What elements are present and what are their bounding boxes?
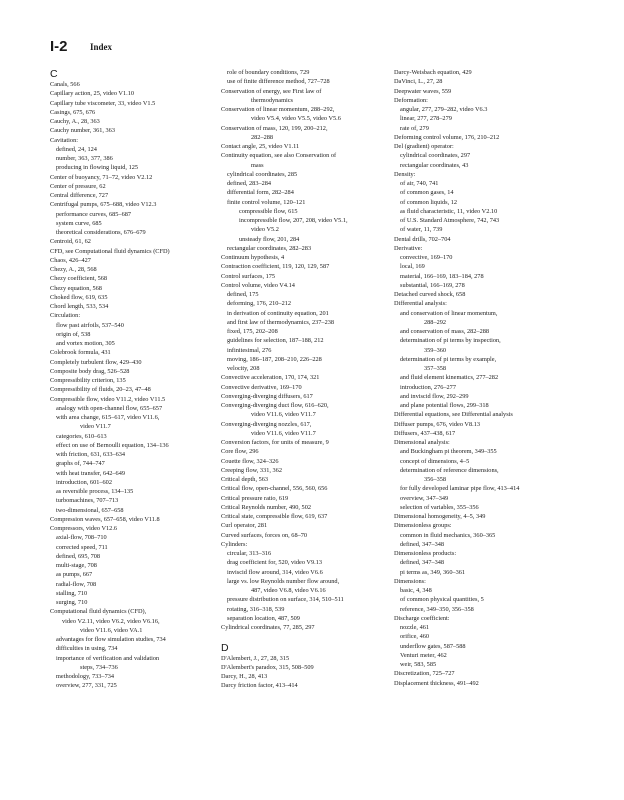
index-entry: performance curves, 685–687 xyxy=(56,210,132,218)
index-entry: introduction, 276–277 xyxy=(400,383,456,391)
index-entry: Chord length, 533, 534 xyxy=(50,303,109,310)
index-entry: steps, 734–736 xyxy=(80,663,118,671)
index-entry: and plane potential flows, 299–318 xyxy=(400,402,489,409)
index-entry: 356–358 xyxy=(424,476,447,483)
index-entry: finite control volume, 120–121 xyxy=(227,198,306,206)
index-entry: Circulation: xyxy=(50,312,81,320)
index-entry: Chezy coefficient, 568 xyxy=(50,275,108,283)
index-entry: difficulties in using, 734 xyxy=(56,645,118,653)
index-entry: Curl operator, 281 xyxy=(221,522,268,530)
index-entry: Chaos, 426–427 xyxy=(50,256,91,264)
index-entry: and vortex motion, 305 xyxy=(56,340,115,347)
index-entry: Cylinders: xyxy=(221,540,248,548)
index-entry: Chezy equation, 568 xyxy=(50,284,102,292)
index-entry: Central difference, 727 xyxy=(50,192,109,199)
index-entry: Conservation of linear momentum, 288–292, xyxy=(221,106,335,113)
index-entry: common in fluid mechanics, 360–365 xyxy=(400,531,496,539)
index-entry: graphs of, 744–747 xyxy=(56,460,105,468)
index-entry: Venturi meter, 462 xyxy=(400,651,447,659)
index-entry: pressure distribution on surface, 314, 510–511 xyxy=(227,596,344,604)
index-entry: with friction, 631, 633–634 xyxy=(56,451,126,458)
index-entry: methodology, 733–734 xyxy=(56,673,115,680)
index-entry: Dimensional analysis: xyxy=(394,439,450,446)
index-entry: system curve, 685 xyxy=(56,219,102,227)
index-entry: nozzle, 461 xyxy=(400,624,430,631)
index-entry: Casings, 675, 676 xyxy=(50,108,96,116)
index-entry: video V11.6, video V11.7 xyxy=(251,411,316,419)
index-entry: underflow gates, 587–588 xyxy=(400,642,466,650)
index-entry: Cylindrical coordinates, 77, 285, 297 xyxy=(221,624,315,631)
index-entry: Compressors, video V12.6 xyxy=(50,525,118,532)
index-entry: of U.S. Standard Atmosphere, 742, 743 xyxy=(400,217,500,224)
header-title: Index xyxy=(90,42,113,52)
index-entry: for fully developed laminar pipe flow, 413–414 xyxy=(400,485,520,493)
index-entry: of air, 740, 741 xyxy=(400,180,439,187)
index-entry: Compression waves, 657–658, video V11.8 xyxy=(50,515,160,523)
index-entry: Core flow, 296 xyxy=(221,448,259,456)
index-entry: Completely turbulent flow, 429–430 xyxy=(50,358,142,366)
index-entry: advantages for flow simulation studies, 734 xyxy=(56,636,166,643)
index-entry: flow past airfoils, 537–540 xyxy=(56,321,124,329)
index-entry: categories, 610–613 xyxy=(56,432,107,440)
index-entry: concept of dimensions, 4–5 xyxy=(400,457,470,465)
index-entry: as pumps, 667 xyxy=(56,571,93,579)
index-entry: separation location, 487, 509 xyxy=(227,614,300,622)
index-entry: material, 166–169, 183–184, 278 xyxy=(400,272,484,280)
index-entry: Critical pressure ratio, 619 xyxy=(221,494,289,502)
index-entry: Choked flow, 619, 635 xyxy=(50,293,108,301)
index-entry: and inviscid flow, 292–299 xyxy=(400,392,469,400)
index-entry: unsteady flow, 201, 284 xyxy=(239,235,300,243)
index-letter-heading: C xyxy=(50,68,58,80)
index-entry: corrected speed, 711 xyxy=(56,543,108,551)
index-entry: Converging-diverging nozzles, 617, xyxy=(221,420,312,428)
index-entry: deforming, 176, 210–212 xyxy=(227,300,292,308)
index-entry: axial-flow, 708–710 xyxy=(56,534,107,542)
index-entry: basic, 4, 348 xyxy=(400,587,432,594)
index-entry: Chezy, A., 28, 568 xyxy=(50,266,97,273)
index-entry: Displacement thickness, 491–492 xyxy=(394,679,479,687)
index-entry: Compressibility criterion, 135 xyxy=(50,377,126,384)
index-entry: angular, 277, 279–282, video V6.3 xyxy=(400,106,488,113)
index-entry: Continuum hypothesis, 4 xyxy=(221,254,285,261)
index-entry: circular, 313–316 xyxy=(227,550,272,557)
index-entry: two-dimensional, 657–658 xyxy=(56,506,124,514)
index-entry: cylindrical coordinates, 285 xyxy=(227,170,298,178)
index-entry: effect on use of Bernoulli equation, 134–136 xyxy=(56,441,169,449)
index-entry: in derivation of continuity equation, 201 xyxy=(227,309,329,317)
index-entry: and conservation of linear momentum, xyxy=(400,309,498,317)
index-entry: Curved surfaces, forces on, 68–70 xyxy=(221,531,308,539)
index-entry: Convective derivative, 169–170 xyxy=(221,383,302,391)
index-entry: Diffusers, 437–438, 617 xyxy=(394,429,456,437)
index-entry: Cavitation: xyxy=(50,136,78,144)
index-entry: and fluid element kinematics, 277–282 xyxy=(400,374,499,382)
index-entry: analogy with open-channel flow, 655–657 xyxy=(56,404,163,412)
index-entry: D'Alembert, J., 27, 28, 315 xyxy=(221,654,290,662)
index-entry: video V5.2 xyxy=(251,226,279,234)
index-entry: overview, 277, 331, 725 xyxy=(56,682,117,690)
index-entry: of common physical quantities, 5 xyxy=(400,596,484,604)
index-column-3 xyxy=(394,68,584,688)
index-entry: Compressibility of fluids, 20–23, 47–48 xyxy=(50,386,151,394)
index-entry: differential form, 282–284 xyxy=(227,189,294,197)
index-column-2 xyxy=(221,68,411,691)
index-entry: Critical flow, open-channel, 556, 560, 656 xyxy=(221,485,328,493)
index-entry: weir, 583, 585 xyxy=(400,661,437,668)
index-entry: D'Alembert's paradox, 315, 508–509 xyxy=(221,663,314,671)
index-entry: of common gases, 14 xyxy=(400,189,454,197)
index-entry: rectangular coordinates, 282–283 xyxy=(227,244,312,252)
index-entry: and first law of thermodynamics, 237–238 xyxy=(227,318,335,326)
index-entry: Conservation of mass, 120, 199, 200–212, xyxy=(221,124,328,132)
index-entry: rate of, 279 xyxy=(400,124,429,132)
index-entry: stalling, 710 xyxy=(56,589,88,597)
index-entry: video V11.7 xyxy=(80,423,111,431)
index-entry: reference, 349–350, 356–358 xyxy=(400,605,474,613)
index-entry: defined, 175 xyxy=(227,291,259,298)
index-entry: Cauchy, A., 28, 363 xyxy=(50,118,100,125)
index-entry: Derivative: xyxy=(394,244,423,252)
index-entry: Detached curved shock, 658 xyxy=(394,291,466,298)
index-entry: importance of verification and validation xyxy=(56,654,160,662)
index-entry: video V11.6, video V11.7 xyxy=(251,429,316,437)
index-entry: turbomachines, 707–713 xyxy=(56,497,119,505)
index-entry: origin of, 538 xyxy=(56,330,91,338)
index-entry: fixed, 175, 202–208 xyxy=(227,328,278,335)
index-entry: linear, 277, 278–279 xyxy=(400,115,452,123)
spacer xyxy=(221,632,411,641)
index-entry: use of finite difference method, 727–728 xyxy=(227,78,330,86)
index-entry: Conservation of energy, see First law of xyxy=(221,87,322,95)
index-entry: infinitesimal, 276 xyxy=(227,346,272,354)
index-entry: defined, 695, 708 xyxy=(56,552,101,560)
index-entry: 359–360 xyxy=(424,346,447,354)
index-entry: video V5.4, video V5.5, video V5.6 xyxy=(251,115,341,123)
index-entry: Dimensions: xyxy=(394,577,426,585)
index-entry: Control volume, video V4.14 xyxy=(221,281,295,289)
index-entry: with area change, 615–617, video V11.6, xyxy=(56,414,160,421)
index-entry: and Buckingham pi theorem, 349–355 xyxy=(400,448,497,456)
index-entry: introduction, 601–602 xyxy=(56,478,112,486)
index-entry: Differential analysis: xyxy=(394,300,447,308)
index-entry: convective, 169–170 xyxy=(400,254,453,261)
index-entry: multi-stage, 708 xyxy=(56,562,97,569)
index-entry: Center of buoyancy, 71–72, video V2.12 xyxy=(50,173,153,181)
index-entry: Couette flow, 324–326 xyxy=(221,457,279,465)
index-entry: defined, 347–348 xyxy=(400,540,445,548)
index-entry: rectangular coordinates, 43 xyxy=(400,161,469,169)
index-entry: Diffuser pumps, 676, video V8.13 xyxy=(394,420,480,428)
index-entry: determination of pi terms by inspection, xyxy=(400,337,501,345)
index-entry: Canals, 566 xyxy=(50,81,80,88)
index-entry: Colebrook formula, 431 xyxy=(50,349,111,357)
index-entry: compressible flow, 615 xyxy=(239,207,298,215)
index-entry: Converging-diverging duct flow, 616–620, xyxy=(221,402,329,409)
index-entry: Control surfaces, 175 xyxy=(221,272,276,280)
index-entry: defined, 24, 124 xyxy=(56,145,97,153)
index-entry: Composite body drag, 526–528 xyxy=(50,367,130,375)
index-entry: rotating, 316–318, 539 xyxy=(227,605,285,613)
index-entry: of common liquids, 12 xyxy=(400,198,458,206)
index-entry: pi terms as, 349, 360–361 xyxy=(400,568,466,576)
index-entry: radial-flow, 708 xyxy=(56,580,97,588)
index-entry: DaVinci, L., 27, 28 xyxy=(394,78,443,86)
index-entry: drag coefficient for, 520, video V9.13 xyxy=(227,559,322,567)
index-entry: large vs. low Reynolds number flow around, xyxy=(227,577,340,585)
index-entry: determination of pi terms by example, xyxy=(400,355,497,363)
index-entry: as reversible process, 134–135 xyxy=(56,488,134,495)
index-entry: defined, 347–348 xyxy=(400,559,445,567)
index-entry: video V2.11, video V6.2, video V6.16, xyxy=(62,617,160,625)
index-entry: Density: xyxy=(394,170,416,178)
index-entry: Continuity equation, see also Conservation of xyxy=(221,152,337,160)
index-entry: determination of reference dimensions, xyxy=(400,466,499,474)
index-entry: Capillary action, 25, video V1.10 xyxy=(50,90,135,98)
index-entry: orifice, 460 xyxy=(400,633,430,641)
index-column-1 xyxy=(50,68,240,691)
index-entry: local, 169 xyxy=(400,263,425,271)
index-entry: Compressible flow, video V11.2, video V11.5 xyxy=(50,395,166,403)
index-entry: Deepwater waves, 559 xyxy=(394,87,452,95)
index-entry: Discretization, 725–727 xyxy=(394,670,455,678)
index-entry: Conversion factors, for units of measure, 9 xyxy=(221,439,329,446)
index-entry: Critical Reynolds number, 490, 502 xyxy=(221,503,311,511)
index-entry: 357–358 xyxy=(424,365,447,372)
index-entry: Deforming control volume, 176, 210–212 xyxy=(394,133,500,141)
index-entry: substantial, 166–169, 278 xyxy=(400,281,465,289)
index-entry: Capillary tube viscometer, 33, video V1.5 xyxy=(50,99,156,107)
index-entry: number, 363, 377, 386 xyxy=(56,155,113,162)
index-entry: velocity, 208 xyxy=(227,365,260,372)
index-entry: of water, 11, 739 xyxy=(400,226,443,234)
index-entry: selection of variables, 355–356 xyxy=(400,503,479,511)
index-entry: Del (gradient) operator: xyxy=(394,143,454,150)
index-entry: Computational fluid dynamics (CFD), xyxy=(50,608,147,616)
index-entry: Contact angle, 25, video V1.11 xyxy=(221,143,300,150)
index-entry: Centroid, 61, 62 xyxy=(50,238,91,246)
index-entry: with heat transfer, 642–649 xyxy=(56,469,125,477)
index-entry: thermodynamics xyxy=(251,96,293,104)
index-entry: Discharge coefficient: xyxy=(394,614,450,622)
index-entry: Dimensionless groups: xyxy=(394,522,452,530)
index-entry: surging, 710 xyxy=(56,599,88,606)
index-entry: defined, 283–284 xyxy=(227,180,272,187)
index-entry: Center of pressure, 62 xyxy=(50,182,106,190)
index-entry: Darcy friction factor, 413–414 xyxy=(221,682,298,690)
index-entry: and conservation of mass, 282–288 xyxy=(400,328,490,335)
index-entry: 288–292 xyxy=(424,318,447,326)
index-entry: Differential equations, see Differential analysis xyxy=(394,411,513,419)
index-entry: Critical state, compressible flow, 619, 637 xyxy=(221,513,328,520)
index-entry: incompressible flow, 207, 208, video V5.1, xyxy=(239,217,348,224)
index-entry: 487, video V6.8, video V6.16 xyxy=(251,587,326,594)
index-entry: role of boundary conditions, 729 xyxy=(227,69,310,76)
index-entry: CFD, see Computational fluid dynamics (CFD) xyxy=(50,247,170,255)
index-entry: cylindrical coordinates, 297 xyxy=(400,152,471,160)
index-entry: Creeping flow, 331, 362 xyxy=(221,466,282,474)
index-entry: video V11.6, video VA.1 xyxy=(80,626,143,634)
index-entry: Centrifugal pumps, 675–688, video V12.3 xyxy=(50,201,157,209)
index-entry: Convective acceleration, 170, 174, 321 xyxy=(221,374,320,382)
page-number: I-2 xyxy=(50,38,68,55)
index-entry: Darcy-Weisbach equation, 429 xyxy=(394,69,472,76)
index-entry: Deformation: xyxy=(394,96,428,104)
index-entry: Contraction coefficient, 119, 120, 129, 587 xyxy=(221,263,330,271)
index-entry: moving, 186–187, 208–210, 226–228 xyxy=(227,355,322,363)
index-entry: 282–288 xyxy=(251,133,274,141)
index-entry: guidelines for selection, 187–188, 212 xyxy=(227,337,324,345)
index-entry: Cauchy number, 361, 363 xyxy=(50,127,115,135)
index-entry: overview, 347–349 xyxy=(400,494,449,502)
index-entry: Dental drills, 702–704 xyxy=(394,235,451,243)
index-entry: theoretical considerations, 676–679 xyxy=(56,229,146,236)
index-entry: producing in flowing liquid, 125 xyxy=(56,164,139,172)
index-entry: Dimensional homogeneity, 4–5, 349 xyxy=(394,513,486,520)
index-entry: Critical depth, 563 xyxy=(221,476,269,483)
index-entry: inviscid flow around, 314, video V6.6 xyxy=(227,568,323,576)
index-letter-heading: D xyxy=(221,641,229,654)
index-entry: Converging-diverging diffusers, 617 xyxy=(221,392,313,400)
index-entry: mass xyxy=(251,161,264,169)
index-entry: as fluid characteristic, 11, video V2.10 xyxy=(400,207,498,215)
index-entry: Darcy, H., 28, 413 xyxy=(221,673,268,680)
index-entry: Dimensionless products: xyxy=(394,550,457,557)
